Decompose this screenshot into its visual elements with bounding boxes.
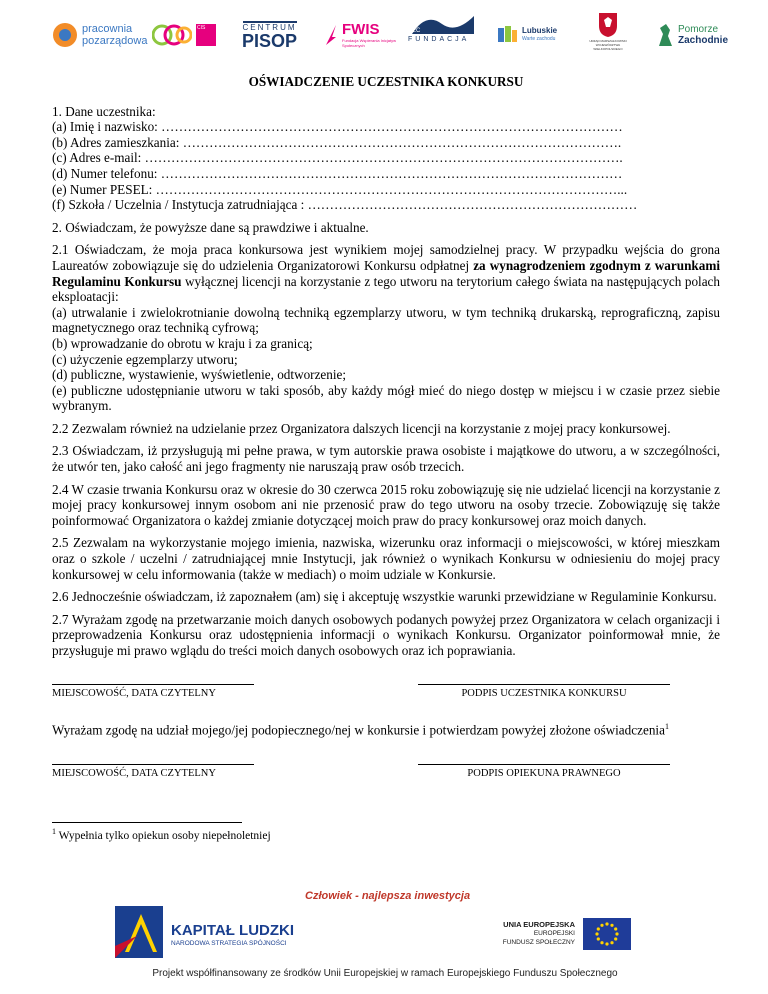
eu-subtitle: EUROPEJSKI bbox=[533, 930, 575, 937]
section-heading: 1. Dane uczestnika: bbox=[52, 103, 156, 119]
section-2-5: 2.5 Zezwalam na wykorzystanie mojego imienia, nazwiska, wizerunku oraz informacji o miejscowości, w której mieszkam oraz o szkole / uczelni / zatrudniającej mnie Instytucji, jak również o wynikach Konkursu w odniesieniu do mojej pracy konkursowej w celu informowania (także w mediach) o moim udziale w Konkursie. bbox=[52, 535, 720, 582]
field-dots: …………………………………………………………………………………………… bbox=[161, 119, 623, 135]
logo-pracownia bbox=[52, 12, 147, 58]
footnote-text: Wypełnia tylko opiekun osoby niepełnoletniej bbox=[56, 829, 271, 842]
section-text: 2.1 Oświadczam, że moja praca konkursowa jest wynikiem mojej samodzielnej pracy. W przypadku wejścia do grona Laureatów zobowiązuje się do udzielenia Organizatorowi Konkursu odpłatnej bbox=[52, 242, 720, 273]
section-2-2: 2.2 Zezwalam również na udzielanie przez Organizatora dalszych licencji na korzystanie z mojej pracy konkursowej. bbox=[52, 420, 671, 436]
list-item: (e) publiczne udostępnianie utworu w taki sposób, aby każdy mógł mieć do niego dostęp w miejscu i w czasie przez siebie wybranym. bbox=[52, 382, 720, 414]
field-dots: ………………………………………………………………………………………………. bbox=[144, 150, 623, 166]
section-participant-data bbox=[52, 104, 720, 213]
logo-text: pozarządowa bbox=[82, 35, 148, 47]
eu-label bbox=[475, 920, 575, 947]
logo-lubuskie bbox=[496, 12, 557, 58]
logo-text: URZĄD MARSZAŁKOWSKI WOJEWÓDZTWA WIELKOPOLSKIEGO bbox=[589, 39, 627, 51]
field-label: (a) Imię i nazwisko: bbox=[52, 119, 162, 135]
pracownia-icon bbox=[52, 22, 78, 48]
field-dots: ………………………………………………………………… bbox=[307, 197, 638, 213]
signature-line bbox=[52, 764, 254, 765]
section-bold-text: za wynagrodzeniem zgodnym z warunkami Regulaminu Konkursu bbox=[52, 257, 721, 289]
field-pesel bbox=[52, 182, 720, 198]
kapital-ludzki-subtitle: NARODOWA STRATEGIA SPÓJNOŚCI bbox=[171, 940, 287, 947]
logo-text: Lubuskie bbox=[522, 26, 558, 35]
signature-label: PODPIS UCZESTNIKA KONKURSU bbox=[461, 688, 627, 699]
section-2-3: 2.3 Oświadczam, iż przysługują mi pełne prawa, w tym autorskie prawa osobiste i majątkowe do utworu, a w szczególności, że utwór ten, jako całość ani jego fragmenty nie naruszają praw osób trzecich. bbox=[52, 443, 720, 475]
guardian-consent bbox=[52, 722, 732, 738]
signature-label: MIEJSCOWOŚĆ, DATA CZYTELNY bbox=[52, 688, 216, 699]
document-title: OŚWIADCZENIE UCZESTNIKA KONKURSU bbox=[248, 74, 524, 89]
signature-guardian bbox=[418, 764, 670, 779]
fwis-icon bbox=[324, 23, 338, 47]
footnote-ref: 1 bbox=[664, 722, 669, 731]
logo-fwis bbox=[324, 12, 402, 58]
eu-flag-icon bbox=[583, 918, 631, 950]
field-dots: ……………………………………………………………………………………………... bbox=[155, 181, 628, 197]
logo-text: Warte zachodu bbox=[522, 36, 556, 42]
logo-text: Zachodnie bbox=[678, 35, 729, 46]
consent-text: Wyrażam zgodę na udział mojego/jej podopiecznego/nej w konkursie i potwierdzam powyżej złożone oświadczenia bbox=[52, 722, 665, 738]
wave-icon bbox=[408, 12, 478, 36]
footnote-separator bbox=[52, 822, 242, 823]
section-2-7: 2.7 Wyrażam zgodę na przetwarzanie moich danych osobowych podanych powyżej przez Organizatora w celach organizacji i przeprowadzenia Konkursu oraz udostępnienia informacji o wynikach Konkursu. Organizator poinformował mnie, że przysługuje mi prawo wglądu do treści moich danych osobowych oraz ich poprawiania. bbox=[52, 611, 720, 658]
kapital-ludzki-title: KAPITAŁ LUDZKI bbox=[171, 922, 295, 939]
field-full-name bbox=[52, 119, 720, 135]
coat-of-arms-icon bbox=[598, 12, 618, 38]
logo-text: FWIS bbox=[342, 21, 380, 38]
list-item: (b) wprowadzanie do obrotu w kraju i za granicą; bbox=[52, 335, 313, 351]
list-item: (a) utrwalanie i zwielokrotnianie dowolną techniką egzemplarzy utworu, w tym techniką drukarską, reprograficzną, zapisu magnetycznego oraz techniką cyfrową; bbox=[52, 304, 720, 336]
eu-title: UNIA EUROPEJSKA bbox=[503, 920, 575, 929]
field-label: (d) Numer telefonu: bbox=[52, 165, 161, 181]
field-label: (b) Adres zamieszkania: bbox=[52, 134, 183, 150]
list-item: (c) użyczenie egzemplarzy utworu; bbox=[52, 351, 238, 367]
lubuskie-icon bbox=[496, 24, 518, 46]
cis-icon bbox=[152, 20, 192, 50]
logo-text: pracownia bbox=[82, 23, 133, 35]
field-label: (c) Adres e-mail: bbox=[52, 150, 145, 166]
field-address bbox=[52, 135, 720, 151]
slogan: Człowiek - najlepsza inwestycja bbox=[305, 890, 471, 902]
logo-text: FUNDACJA bbox=[408, 36, 470, 43]
field-label: (e) Numer PESEL: bbox=[52, 181, 156, 197]
logo-urzad bbox=[582, 12, 634, 58]
kapital-ludzki-icon bbox=[115, 906, 163, 958]
section-text: wyłącznej licencji na korzystanie z tego utworu na terytorium całego świata na następujących polach eksploatacji: bbox=[52, 273, 720, 305]
logo-text: Fundacja Wspierania Inicjatyw Społecznych bbox=[342, 38, 397, 48]
footnote bbox=[52, 822, 720, 842]
partner-logos bbox=[52, 12, 729, 58]
logo-text: EC bbox=[412, 28, 421, 34]
logo-text: Pomorze bbox=[678, 24, 719, 35]
logo-text: PISOP bbox=[242, 30, 298, 51]
section-2: 2. Oświadczam, że powyższe dane są prawdziwe i aktualne. bbox=[52, 219, 369, 235]
signature-label: MIEJSCOWOŚĆ, DATA CZYTELNY bbox=[52, 768, 216, 779]
signature-participant bbox=[418, 684, 670, 699]
list-item: (d) publiczne, wystawienie, wyświetlenie, odtworzenie; bbox=[52, 367, 347, 383]
signature-line bbox=[418, 764, 670, 765]
field-phone bbox=[52, 166, 720, 182]
section-2-6: 2.6 Jednocześnie oświadczam, iż zapoznałem (am) się i akceptuję wszystkie warunki przewidziane w Regulaminie Konkursu. bbox=[52, 589, 717, 605]
eu-subtitle: FUNDUSZ SPOŁECZNY bbox=[502, 939, 575, 946]
eu-banner bbox=[115, 888, 655, 988]
logo-text: CIS bbox=[196, 24, 216, 46]
logo-pisop bbox=[242, 12, 297, 58]
logo-ec bbox=[408, 12, 478, 58]
signature-line bbox=[52, 684, 254, 685]
field-email bbox=[52, 150, 720, 166]
field-label: (f) Szkoła / Uczelnia / Instytucja zatrudniająca : bbox=[52, 197, 308, 213]
griffin-icon bbox=[656, 22, 674, 48]
section-2-4: 2.4 W czasie trwania Konkursu oraz w okresie do 30 czerwca 2015 roku zobowiązuję się nie udzielać licencji na korzystanie z mojej pracy konkursowej innym osobom ani nie przenosić praw do tego utworu na osoby trzecie. Zobowiązuję się także poinformować Organizatora o każdej zmianie dotyczącej moich praw do pracy konkursowej oraz moich danych. bbox=[52, 481, 720, 528]
signature-label: PODPIS OPIEKUNA PRAWNEGO bbox=[467, 768, 621, 779]
field-institution bbox=[52, 197, 720, 213]
signature-place-date-2 bbox=[52, 764, 254, 779]
signature-place-date-1 bbox=[52, 684, 254, 699]
section-2-1 bbox=[52, 242, 720, 414]
signature-line bbox=[418, 684, 670, 685]
field-dots: ………………………………………………………………………………………. bbox=[182, 134, 622, 150]
project-funding-note: Projekt współfinansowany ze środków Unii Europejskiej w ramach Europejskiego Funduszu Społecznego bbox=[152, 968, 618, 979]
logo-text: CENTRUM bbox=[242, 22, 297, 32]
logo-cis bbox=[152, 12, 216, 58]
logo-pomorze bbox=[656, 12, 728, 58]
footnote-number: 1 bbox=[52, 827, 56, 836]
document-body bbox=[52, 74, 720, 666]
field-dots: …………………………………………………………………………………………… bbox=[160, 165, 623, 181]
